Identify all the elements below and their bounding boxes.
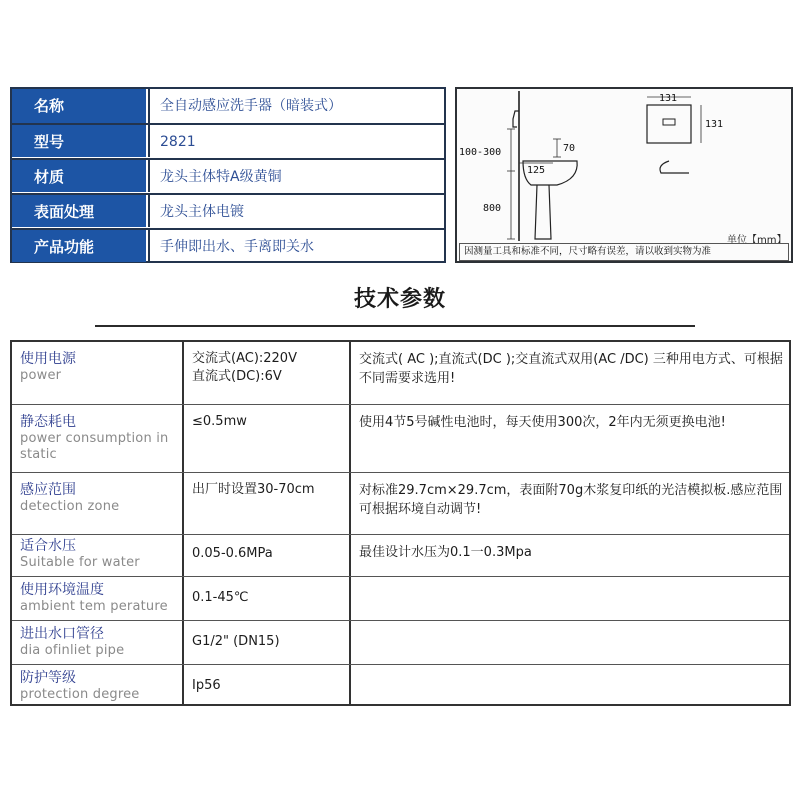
faucet-icon — [513, 111, 519, 127]
table-row — [12, 664, 789, 706]
info-value: 龙头主体特A级黄铜 — [148, 160, 444, 192]
info-row-finish — [12, 193, 444, 227]
table-row — [12, 404, 789, 472]
measurement-note: 因测量工具和标准不同，尺寸略有误差，请以收到实物为准 — [459, 243, 789, 261]
section-title: 技术参数 — [353, 287, 446, 312]
info-value: 2821 — [148, 125, 444, 157]
table-row — [12, 576, 789, 620]
info-label: 型号 — [12, 125, 146, 157]
sensor-plate-icon — [647, 105, 691, 143]
sensor-window-icon — [663, 119, 675, 125]
spec-note: 最佳设计水压为0.1一0.3Mpa — [349, 535, 789, 576]
pedestal-icon — [535, 185, 551, 239]
spec-note: 使用4节5号碱性电池时，每天使用300次，2年内无须更换电池! — [349, 405, 789, 472]
spec-label-en: power consumption in static — [20, 431, 169, 462]
spec-value: 直流式(DC):6V — [192, 369, 282, 384]
spec-value: 0.05-0.6MPa — [192, 546, 273, 561]
dim-reach: 125 — [527, 165, 546, 176]
table-row — [12, 342, 789, 404]
info-label: 表面处理 — [12, 195, 146, 227]
info-value: 龙头主体电镀 — [148, 195, 444, 227]
spec-value: 交流式(AC):220V — [192, 351, 297, 366]
dimension-drawing — [455, 87, 793, 263]
info-row-function — [12, 228, 444, 262]
spec-label: 感应范围 — [20, 482, 76, 498]
spec-label: 使用电源 — [20, 351, 76, 367]
spec-value: Ip56 — [192, 678, 221, 693]
spec-note — [349, 577, 789, 620]
spec-note: 交流式( AC );直流式(DC );交直流式双用(AC /DC) 三种用电方式、可根据不同需要求选用! — [349, 342, 789, 404]
info-row-material — [12, 158, 444, 192]
spec-label-en: Suitable for water — [20, 555, 140, 570]
info-row-model — [12, 123, 444, 157]
spec-value: ≤0.5mw — [192, 414, 247, 429]
spec-value: 出厂时设置30-70cm — [192, 482, 315, 497]
dim-plate-width: 131 — [659, 93, 678, 104]
spec-note — [349, 621, 789, 664]
spec-label-en: protection degree — [20, 687, 140, 702]
dim-height-range: 100-300 — [459, 147, 502, 158]
table-row — [12, 472, 789, 534]
info-label: 材质 — [12, 160, 146, 192]
spec-label: 静态耗电 — [20, 414, 76, 430]
info-label: 名称 — [12, 89, 146, 123]
spec-value: G1/2" (DN15) — [192, 634, 280, 649]
spec-note — [349, 665, 789, 706]
dim-basin-height: 800 — [483, 203, 502, 214]
info-value: 全自动感应洗手器（暗装式） — [148, 89, 444, 123]
spec-label: 适合水压 — [20, 538, 76, 554]
spec-note: 对标准29.7cm×29.7cm，表面附70g木浆复印纸的光洁模拟板.感应范围可根据环境自动调节! — [349, 473, 789, 534]
spec-label-en: dia ofinliet pipe — [20, 643, 125, 658]
spec-label: 进出水口管径 — [20, 626, 104, 642]
dim-spout: 70 — [563, 143, 576, 154]
spec-label-en: ambient tem perature — [20, 599, 168, 614]
spec-label: 使用环境温度 — [20, 582, 104, 598]
info-label: 产品功能 — [12, 230, 146, 262]
spout-icon — [660, 161, 689, 173]
table-row — [12, 534, 789, 576]
table-row — [12, 620, 789, 664]
dim-plate-height: 131 — [705, 119, 724, 130]
spec-label-en: power — [20, 368, 62, 383]
spec-label-en: detection zone — [20, 499, 120, 514]
specs-table — [10, 340, 791, 706]
spec-label: 防护等级 — [20, 670, 76, 686]
info-value: 手伸即出水、手离即关水 — [148, 230, 444, 262]
unit-label: 单位【mm】 — [727, 235, 787, 246]
product-info-table — [10, 87, 446, 263]
info-row-name — [12, 89, 444, 123]
section-divider — [95, 325, 695, 327]
spec-value: 0.1-45℃ — [192, 590, 249, 605]
